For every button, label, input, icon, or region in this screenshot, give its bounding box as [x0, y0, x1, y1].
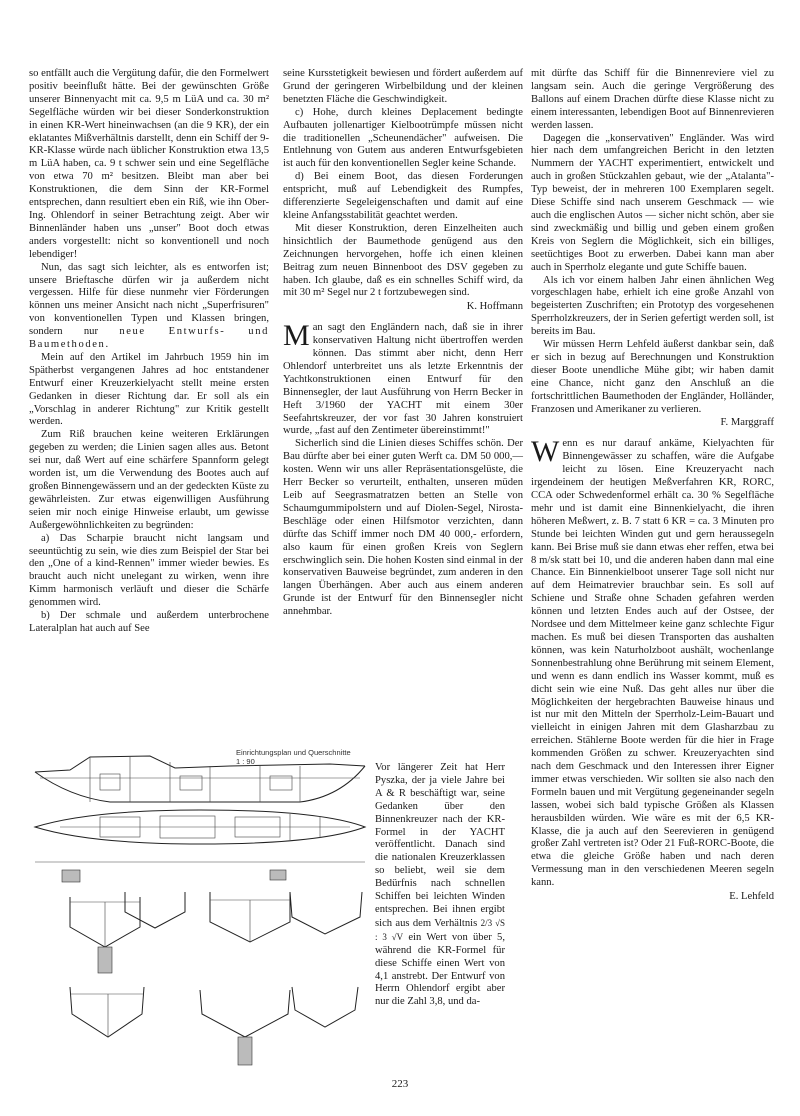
deck-plan: [35, 810, 365, 844]
paragraph: seine Kursstetigkeit bewiesen und fördert außerdem auf Grund der geringeren Wirbelbildung und der kleinen benetzten Fläche die Geschwindigkeit.: [283, 68, 523, 105]
paragraph: Als ich vor einem halben Jahr einen ähnlichen Weg vorgeschlagen habe, erhielt ich eine große Anzahl von begeisterten Zuschriften; ein Prototyp des vorgesehenen Sperrholzkreuzers, der in Serien gefertigt werden soll, ist bereits im Bau.: [531, 274, 774, 338]
page-number: 223: [391, 1078, 409, 1090]
paragraph: d) Bei einem Boot, das diesen Forderungen entspricht, muß auf Lebendigkeit des Rumpfes, differenzierte Segeleigenschaften und damit auf eine kleine Anfangsstabilität geachtet werden.: [283, 171, 523, 221]
drop-cap: W: [531, 435, 560, 469]
author-signature: K. Hoffmann: [466, 301, 523, 313]
column-2: [283, 68, 523, 619]
formula-right: 3 √V: [382, 931, 404, 942]
paragraph: [531, 435, 775, 890]
paragraph: [283, 319, 523, 438]
paragraph: Sicherlich sind die Linien dieses Schiffes schön. Der Bau dürfte aber bei einer guten Werft ca. DM 50 000,— kosten. Wenn wir uns aller Repräsentationsgelüste, die Herr Becker so verurteilt, enthalten, unseren müden Leib auf Seegrasmatratzen betten an Stelle von Schaumgummipolstern und auf Diolen-Segel, Nirosta-Beschläge oder einen Hilfsmotor verzichten, dann dürfte das Schiff immer noch DM 40 000,- erfordern, also kaum für einen großen Kreis von Seglern erschwinglich sein. Die hohen Kosten sind einmal in der konservativen Bauweise begründet, zum anderen in den langen Überhängen. Aber auch aus einem anderen Grunde ist der Entwurf für den Binnensegler nicht annehmbar.: [283, 438, 523, 618]
paragraph: so entfällt auch die Vergütung dafür, die den Formelwert positiv beeinflußt hätte. Bei der gewünschten Größe unserer Binnenyacht mit ca. 9,5 m LüA und ca. 30 m² Segelfläche würden wir bei dieser Sonderkonstruktion in einen KR-Wert hineinwachsen (an die 9 KR), der ein eklatantes Mißverhältnis darstellt, denn ein Schiff der 9-KR-Klasse würde nach üblicher Konstruktion etwa 13,5 m LüA haben, ca. 9 t schwer sein und eine Segelfläche von etwa 70 m² besitzen. Bleibt man aber bei Konstruktionen, die dem Sinn der KR-Formel entsprechen, dann resultiert eben ein Riß, wie ihn Ober-Ing. Ohlendorf in seiner Betrachtung zeigt. Aber wir Binnenländer haben uns „unser" Boot doch etwas anders vorgestellt: nicht so konventionell und noch lebendiger!: [29, 68, 269, 260]
emphasized-text: neue Entwurfs- und Baumethoden.: [29, 326, 269, 351]
drop-cap: M: [283, 319, 310, 353]
column-2-continuation: [375, 762, 505, 1009]
paragraph-text: enn es nur darauf ankäme, Kielyachten für Binnengewässer zu schaffen, wäre die Aufgabe leicht zu lösen. Eine Kreuzeryacht nach irgendeinem der heutigen Meßverfahren KR, RORC, CCA oder Schwedenformel erhält ca. 30 % Segelfläche mehr und ist damit eine Binnenkielyacht, die ihren höheren Meßwert, z. B. 7 statt 6 KR = ca. 3 Minuten pro Stunde bei leichten Winden gut und gern heraussegeln kann. Bei Brise muß sie dann etwas eher reffen, etwa bei 8 m/sk statt bei 10, und die anderen haben dann mal eine Chance. Ein Binnenkielboot unserer Tage soll nicht nur auf dem Heimatrevier brauchbar sein. Es soll auf Schiene und Straße ohne Schaden gefahren werden können und letzten Endes auch auf der Ostsee, der Nordsee und dem Mittelmeer keine ganz schlechte Figur machen. Es muß bei diesen Transporten das aushalten können, was kein Naturholzboot aushält, wochenlange Sonnenbestrahlung ohne Berührung mit seinem Element, und wenn es dann endlich ins Wasser kommt, muß es dicht sein wie eine Nuß. Das geht alles nur über die Möglichkeiten der hergebrachten Bauweise hinaus und ist nur mit den Mitteln der Sperrholz-Leim-Bauart und vielleicht in einigen Jahren mit dem Glasharzbau zu erreichen. Stählerne Boote werden für die hier in Frage kommenden Größen zu schwer. Kreuzeryachten sind nach dem Geschmack und den Interessen ihrer Eigner immer etwas verschieden. Wir sollten sie also nach den Formeln bauen und mit Vergütung gegeneinander segeln lassen, wobei sich bald typische Größen als Klassen herausbilden würden. Wie wäre es mit der 6,5 KR-Klasse, die ja auch auf den Seerevieren in genügend großer Zahl vertreten ist? Oder 21 Fuß-RORC-Boote, die etwa die gleiche Größe haben und nach deren Vermessung man in den verschiedenen Meeren segeln kann.: [531, 438, 775, 889]
formula-left: 2/3 √S: [480, 917, 505, 928]
boat-plan-drawing: [30, 752, 375, 1072]
paragraph: Mit dieser Konstruktion, deren Einzelheiten auch hinsichtlich der Baumethode genügend aus den Zeichnungen hervorgehen, hoffe ich einen kleinen Beitrag zum neuen Binnenboot des DSV gegeben zu haben. Ich glaube, daß es ein schnelles Schiff wird, da mit 30 m² Segel nur 2 t fortzubewegen sind.: [283, 222, 523, 299]
paragraph-text: Nun, das sagt sich leichter, als es entworfen ist; unsere Brieftasche dürfen wir ja außerdem nicht vergessen. Hilfe für diese nunmehr vier Förderungen können uns meiner Ansicht nach nicht „Superfrisuren" von konventionellen Typen und Klassen bringen, sondern nur: [29, 261, 269, 338]
paragraph: Mein auf den Artikel im Jahrbuch 1959 hin im Spätherbst vergangenen Jahres ad hoc entstandener Entwurf einer Kreuzerkielyacht stellt meine ersten Gedanken in dieser Richtung dar. Er soll als ein „Vorschlag in anderer Richtung" zur Kritik gestellt werden.: [29, 351, 269, 428]
paragraph: b) Der schmale und außerdem unterbrochene Lateralplan hat auch auf See: [29, 610, 269, 634]
column-3: [531, 68, 774, 904]
paragraph: Dagegen die „konservativen" Engländer. Was wird hier nach dem umfangreichen Bericht in den letzten Nummern der YACHT experimentiert, entwickelt und auch in großen Stückzahlen gebaut, wie der „Atalanta"-Typ beweist, der in mehreren 100 Exemplaren segelt. Diese Schiffe sind nach unserem Geschmack — wie auch die englischen Autos — sicher nicht schön, aber sie sind zweckmäßig und billig und geben einem großen Kreis von Seglern die Möglichkeit, sich ein billiges, seetüchtiges Boot zu erwerben. Dabei kann man aber auch in Sperrholz elegante und gute Schiffe bauen.: [531, 132, 774, 273]
author-signature: F. Marggraff: [720, 417, 774, 429]
paragraph: [29, 262, 269, 352]
profile-plan: [35, 756, 365, 802]
cross-sections: [35, 862, 365, 1065]
paragraph: mit dürfte das Schiff für die Binnenreviere viel zu langsam sein. Auch die geringe Vergrößerung des Ballons auf einem Drachen dürfte diese Klasse nicht zu einem interessanten, lebendigen Boot auf Binnenrevieren werden lassen.: [531, 68, 774, 131]
paragraph: a) Das Scharpie braucht nicht langsam und seeuntüchtig zu sein, wie dies zum Beispiel der Star bei den „One of a kind-Rennen" immer wieder bewies. Es braucht auch nicht unelegant zu wirken, wenn ihre Kimm harmonisch verläuft und dieser die Schärfe genommen wird.: [29, 532, 269, 609]
paragraph: c) Hohe, durch kleines Deplacement bedingte Aufbauten jollenartiger Kielbootrümpfe müssen nicht die traditionellen „Scheunendächer" aufweisen. Die Entlehnung von Gutem aus anderen Entwurfsgebieten ist auch für den konventionellen Segler keine Schande.: [283, 106, 523, 170]
formula: 2/3 √S : 3 √V: [375, 917, 505, 942]
paragraph-text: an sagt den Engländern nach, daß sie in ihrer konservativen Haltung nicht übertroffen werden können. Das stimmt aber nicht, denn Herr Ohlendorf unterbreitet uns als letzte Erkenntnis der Yachtkonstruktionen einen Entwurf für den Binnensegler, der laut Ausführung von Herrn Becker in Heft 3/1960 der YACHT mit einem 30er Seefahrtskreuzer, der vor fast 30 Jahren konstruiert wurde, „fast auf den Zentimeter übereinstimmt!": [283, 322, 523, 437]
column-1: [29, 68, 269, 636]
author-signature: E. Lehfeld: [729, 891, 774, 903]
figure-caption: Einrichtungsplan und Querschnitte 1 : 90: [236, 748, 351, 766]
paragraph: Zum Riß brauchen keine weiteren Erklärungen gegeben zu werden; die Linien sagen alles aus. Betont sei nur, daß Wert auf eine schärfere Spannform gelegt worden ist, um die Verwendung des Bootes auch auf großen Binnengewässern und an der gedeckten Küste zu gewährleisten. Zur etwas eigenwilligen Ausführung seien mir noch einige Hinweise erlaubt, um gewisse Außergewöhnlichkeiten zu begründen:: [29, 429, 269, 531]
paragraph: Wir müssen Herrn Lehfeld äußerst dankbar sein, daß er sich in bezug auf Berechnungen und Konstruktion dieser Boote unendliche Mühe gibt; wir haben damit eine Chance, nicht ganz den Anschluß an die fortschrittlichen Baumethoden der Engländer, Holländer, Franzosen und Amerikaner zu verlieren.: [531, 339, 774, 415]
paragraph-text: Vor längerer Zeit hat Herr Pyszka, der ja viele Jahre bei A & R beschäftigt war, seine Gedanken über den Binnenkreuzer nach der KR-Formel in der YACHT veröffentlicht. Danach sind die nationalen Kreuzerklassen so beliebt, weil sie dem Bedürfnis nach schnellen Schiffen bei leichten Winden entsprechen. Bei ihnen ergibt sich aus dem Verhältnis: [375, 762, 505, 929]
paragraph-text: ein Wert von über 5, während die KR-Formel für diese Schiffe einen Wert von 4,1 anstrebt. Der Entwurf von Herrn Ohlendorf ergibt aber nur die Zahl 3,8, und da-: [375, 931, 505, 1008]
paragraph: [375, 762, 505, 1009]
